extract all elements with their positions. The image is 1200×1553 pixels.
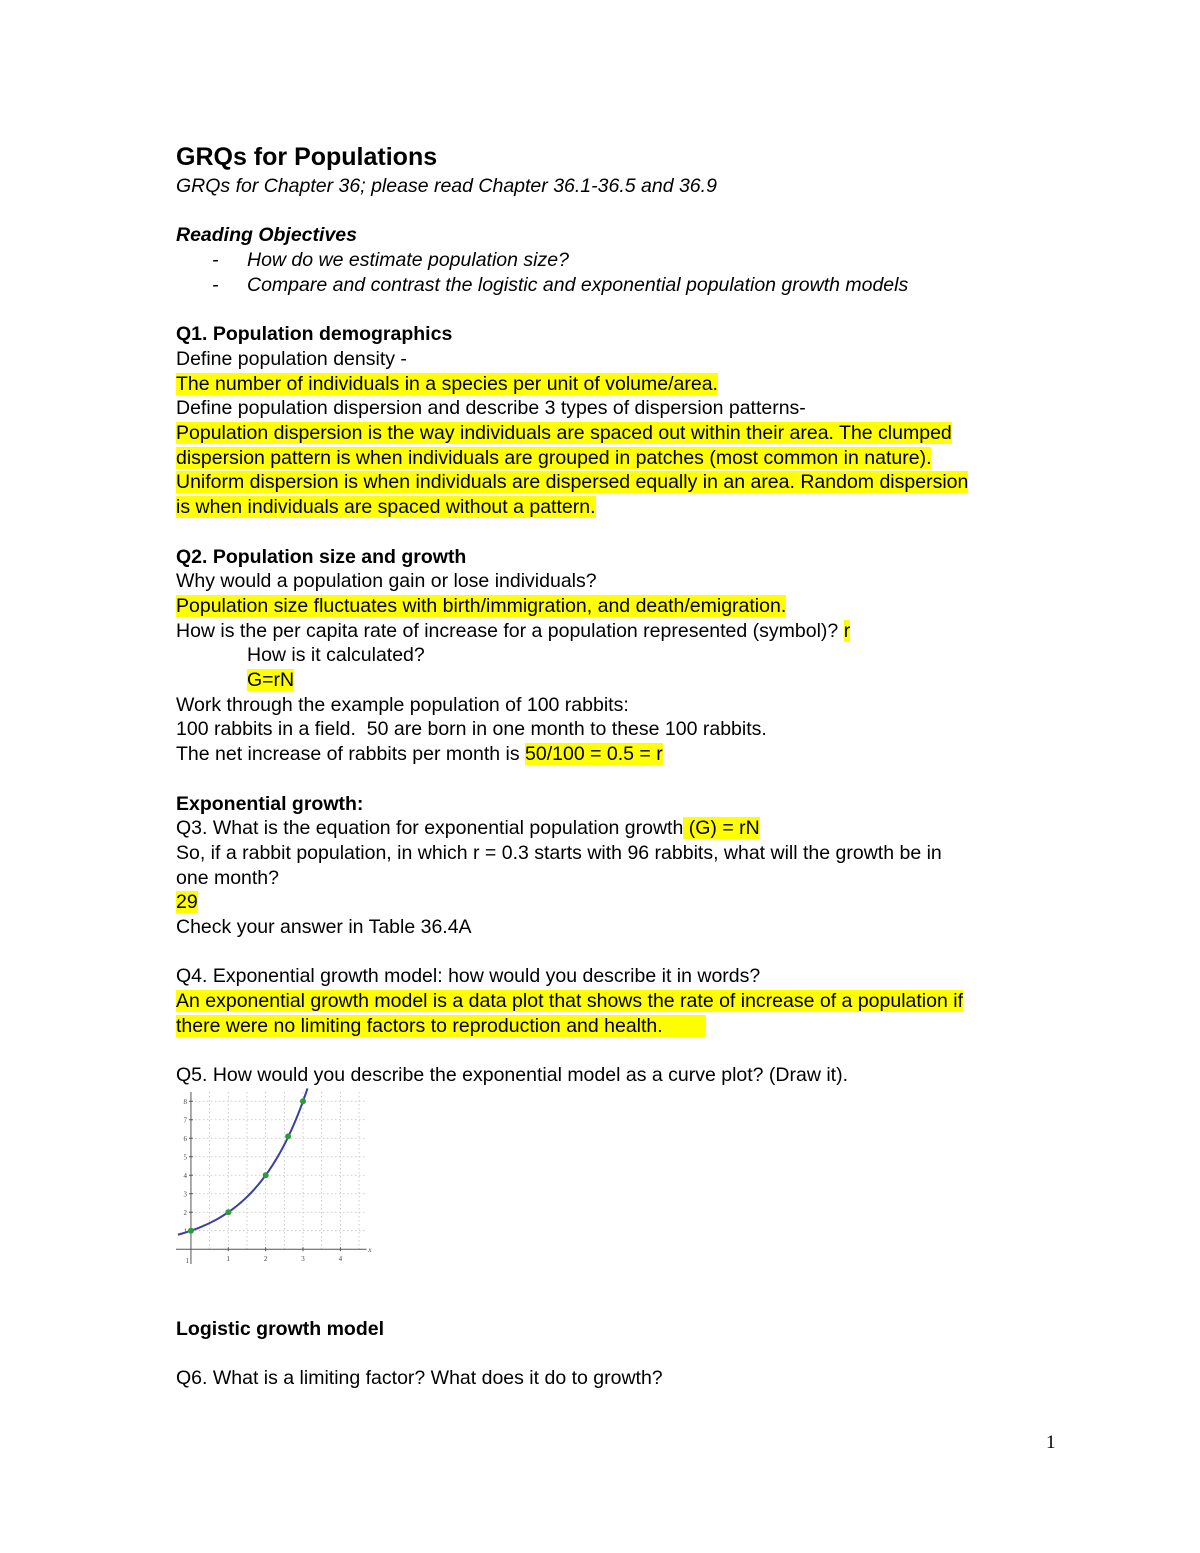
q3-followup-answer: 29 [176, 891, 198, 914]
q3-answer: (G) = rN [683, 817, 760, 840]
q2-gain-prompt: Why would a population gain or lose individuals? [176, 570, 597, 593]
q1-dispersion-answer-line: Population dispersion is the way individuals are spaced out within their area. The clumped [176, 422, 952, 444]
y-tick-label: 5 [183, 1153, 187, 1162]
q2-calc-prompt: How is it calculated? [247, 644, 425, 667]
q2-calc-answer: G=rN [247, 669, 295, 692]
q5-prompt: Q5. How would you describe the exponential model as a curve plot? (Draw it). [176, 1064, 848, 1087]
x-tick-label: 3 [301, 1255, 305, 1264]
x-tick-label: 1 [226, 1255, 231, 1264]
y-tick-label: 3 [183, 1190, 187, 1199]
objectives-heading: Reading Objectives [176, 224, 357, 247]
x-tick-label: 2 [263, 1255, 268, 1264]
data-point [263, 1172, 269, 1178]
q2-heading: Q2. Population size and growth [176, 545, 467, 568]
x-axis-label: x [368, 1246, 372, 1255]
x-tick-label: 4 [338, 1255, 343, 1264]
q1-dispersion-prompt: Define population dispersion and describe 3 types of dispersion patterns- [176, 397, 806, 420]
q2-example-intro: Work through the example population of 100 rabbits: [176, 693, 629, 716]
objective-item: - How do we estimate population size? [212, 249, 569, 272]
q2-example-line: 100 rabbits in a field. 50 are born in one month to these 100 rabbits. [176, 718, 767, 741]
exponential-curve-chart [172, 1088, 382, 1270]
q1-heading: Q1. Population demographics [176, 323, 453, 346]
q3-followup-line: So, if a rabbit population, in which r = 0.3 starts with 96 rabbits, what will the growth be in [176, 841, 942, 864]
q4-answer-line: there were no limiting factors to reproduction and health. [176, 1014, 707, 1037]
page-number: 1 [1046, 1432, 1056, 1453]
y-tick-label: 6 [183, 1135, 187, 1144]
q4-prompt: Q4. Exponential growth model: how would you describe it in words? [176, 965, 761, 988]
q6-prompt: Q6. What is a limiting factor? What does it do to growth? [176, 1367, 663, 1390]
q3-followup-line: one month? [176, 866, 279, 889]
subtitle: GRQs for Chapter 36; please read Chapter 36.1-36.5 and 36.9 [176, 175, 717, 197]
y-tick-label: 2 [183, 1209, 187, 1218]
bottom-label: 1 [185, 1257, 189, 1266]
q1-dispersion-answer-line: Uniform dispersion is when individuals are dispersed equally in an area. Random dispersion [176, 471, 969, 494]
data-point [285, 1133, 291, 1139]
exponential-curve-line [178, 1088, 308, 1234]
q2-rate-answer: r [843, 619, 851, 642]
data-point [225, 1209, 231, 1215]
q2-net-prompt: The net increase of rabbits per month is [176, 743, 526, 766]
q3-prompt: Q3. What is the equation for exponential population growth [176, 817, 684, 840]
q1-density-answer: The number of individuals in a species per unit of volume/area. [176, 372, 718, 395]
q2-gain-answer: Population size fluctuates with birth/immigration, and death/emigration. [176, 594, 787, 617]
q2-net-answer: 50/100 = 0.5 = r [525, 743, 663, 766]
q4-answer-line: An exponential growth model is a data plot that shows the rate of increase of a population if [176, 990, 963, 1013]
q1-dispersion-answer-line: dispersion pattern is when individuals are grouped in patches (most common in nature). [176, 446, 932, 469]
exponential-heading: Exponential growth: [176, 792, 364, 815]
y-tick-label: 4 [183, 1172, 187, 1181]
y-tick-label: 1 [183, 1227, 187, 1236]
data-point [188, 1228, 194, 1234]
q1-dispersion-answer-line: is when individuals are spaced without a pattern. [176, 496, 596, 519]
q3-check: Check your answer in Table 36.4A [176, 916, 472, 939]
objective-item: - Compare and contrast the logistic and exponential population growth models [212, 273, 909, 296]
logistic-section [176, 1317, 1076, 1391]
y-tick-label: 7 [183, 1116, 187, 1125]
q1-density-prompt: Define population density - [176, 347, 407, 370]
bullet-dash: - [212, 249, 219, 272]
q2-rate-prompt: How is the per capita rate of increase for a population represented (symbol)? [176, 619, 839, 642]
bullet-dash: - [212, 273, 219, 296]
logistic-heading: Logistic growth model [176, 1318, 384, 1340]
document-body [176, 140, 1076, 1088]
y-tick-label: 8 [183, 1098, 187, 1107]
data-point [300, 1098, 306, 1104]
page-title: GRQs for Populations [176, 143, 438, 171]
